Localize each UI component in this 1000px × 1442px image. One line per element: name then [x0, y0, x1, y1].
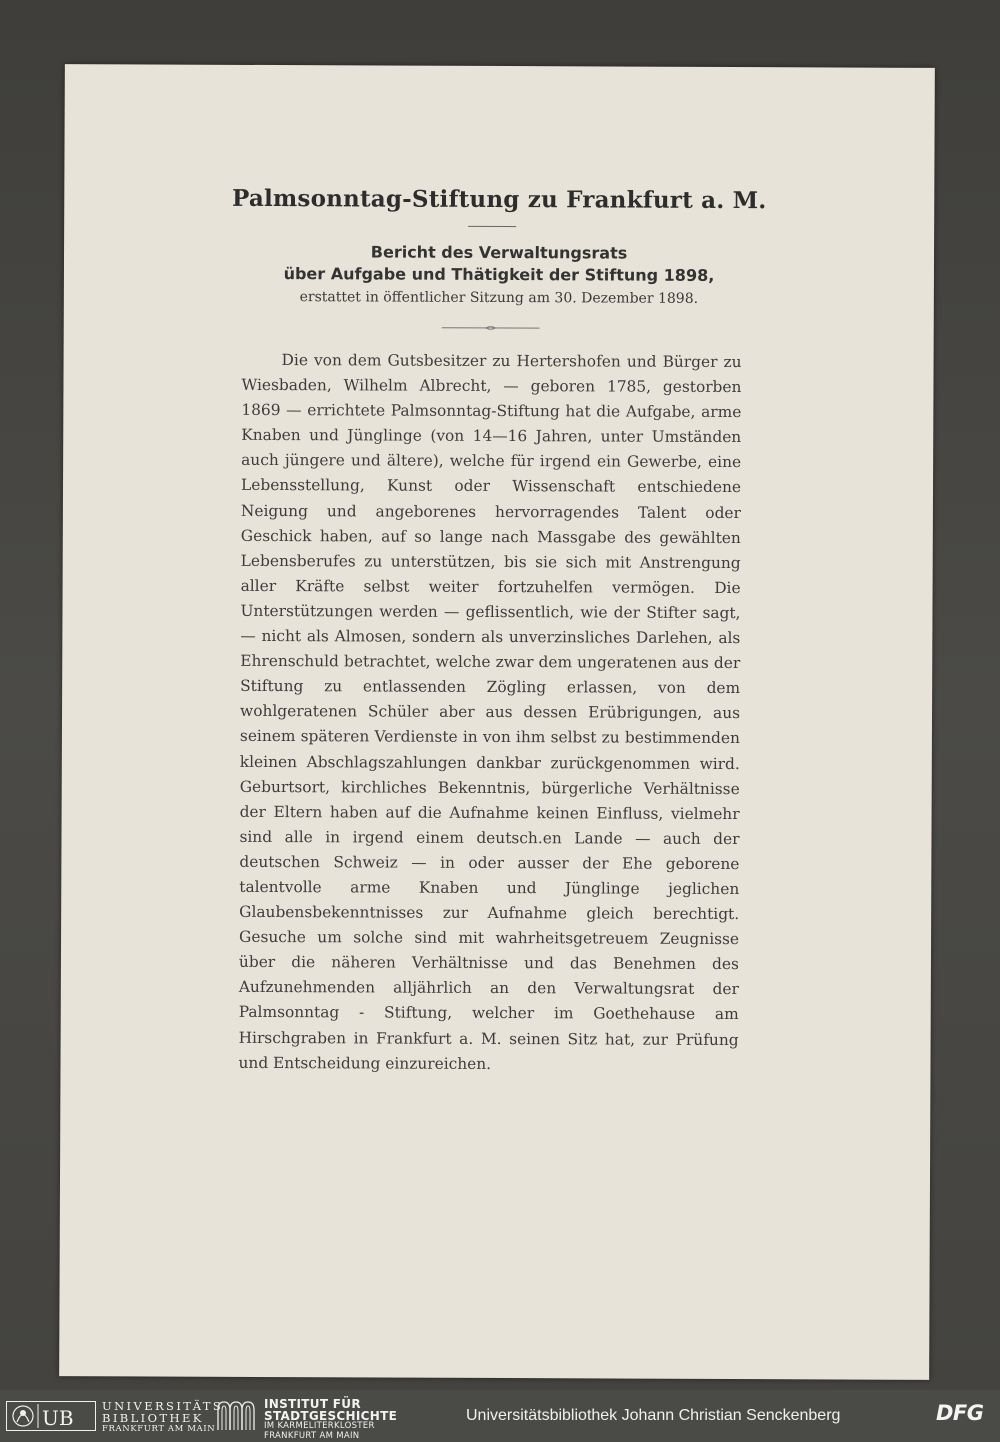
- ub-line-2: BIBLIOTHEK: [102, 1411, 204, 1425]
- isf-logo[interactable]: [216, 1397, 416, 1441]
- document-title: Palmsonntag-Stiftung zu Frankfurt a. M.: [231, 184, 767, 215]
- ub-mark: UB: [42, 1406, 74, 1430]
- dfg-logo[interactable]: DFG: [936, 1401, 984, 1425]
- report-session-note: erstattet in öffentlicher Sitzung am 30. Dezember 1898.: [299, 289, 699, 307]
- document-page: [59, 64, 935, 1380]
- title-divider: [468, 226, 516, 227]
- arches-icon: [216, 1400, 256, 1432]
- body-paragraph: Die von dem Gutsbesitzer zu Hertershofen und Bürger zu Wiesbaden, Wilhelm Albrecht, — geboren 1785, gestorben 1869 — errichtete Palmsonntag-Stiftung hat die Aufgabe, arme Knaben und Jünglinge (von 14—16 Jahren, unter Umständen auch jüngere und ältere), welche für irgend ein Gewerbe, eine Lebensstellung, Kunst oder Wissenschaft entschiedene Neigung und angeborenes hervorragendes Talent oder Geschick haben, auf so lange nach Massgabe des gewählten Lebensberufes zu unterstützen, bis sie sich mit Anstrengung aller Kräfte selbst weiter fortzuhelfen vermögen. Die Unterstützungen werden — geflissentlich, wie der Stifter sagt, — nicht als Almosen, sondern als unverzinsliches Darlehen, als Ehrenschuld betrachtet, welche zwar dem ungeratenen aus der Stiftung zu entlassenden Zögling erlassen, von dem wohlgeratenen Schüler aber aus dessen Erübrigungen, aus seinem späteren Verdienste in von ihm selbst zu bestimmenden kleinen Abschlagszahlungen dankbar zurückgenommen wird. Geburtsort, kirchliches Bekenntnis, bürgerliche Verhältnisse der Eltern haben auf die Aufnahme keinen Einfluss, vielmehr sind alle in irgend einem deutsch.en Lande — auch der deutschen Schweiz — in oder ausser der Ehe geborene talentvolle arme Knaben und Jünglinge jeglichen Glaubensbekenntnisses zur Aufnahme gleich berechtigt. Gesuche um solche sind mit wahrheitsgetreuem Zeugnisse über die näheren Verhältnisse und das Benehmen des Aufzunehmenden alljährlich an den Verwaltungsrat der Palmsonntag - Stiftung, welcher im Goethehause am Hirschgraben in Frankfurt a. M. seinen Sitz hat, zur Prüfung und Entscheidung einzureichen.: [238, 351, 742, 1073]
- library-name-link[interactable]: Universitätsbibliothek Johann Christian Senckenberg: [466, 1407, 841, 1424]
- ub-line-1: UNIVERSITÄTS: [102, 1399, 224, 1413]
- isf-line-4: FRANKFURT AM MAIN: [264, 1430, 360, 1441]
- report-heading: Bericht des Verwaltungsrats: [370, 242, 628, 263]
- isf-line-3: IM KARMELITERKLOSTER: [264, 1421, 375, 1431]
- report-subheading: über Aufgabe und Thätigkeit der Stiftung 1898,: [283, 264, 715, 285]
- ub-emblem-icon: [6, 1401, 96, 1431]
- viewer-footer: [0, 1390, 1000, 1442]
- isf-line-2: STADTGESCHICHTE: [264, 1409, 398, 1423]
- ornament-divider: [442, 326, 540, 330]
- isf-line-1: INSTITUT FÜR: [264, 1397, 361, 1411]
- ub-logo[interactable]: [6, 1399, 224, 1435]
- ub-line-3: FRANKFURT AM MAIN: [102, 1424, 216, 1434]
